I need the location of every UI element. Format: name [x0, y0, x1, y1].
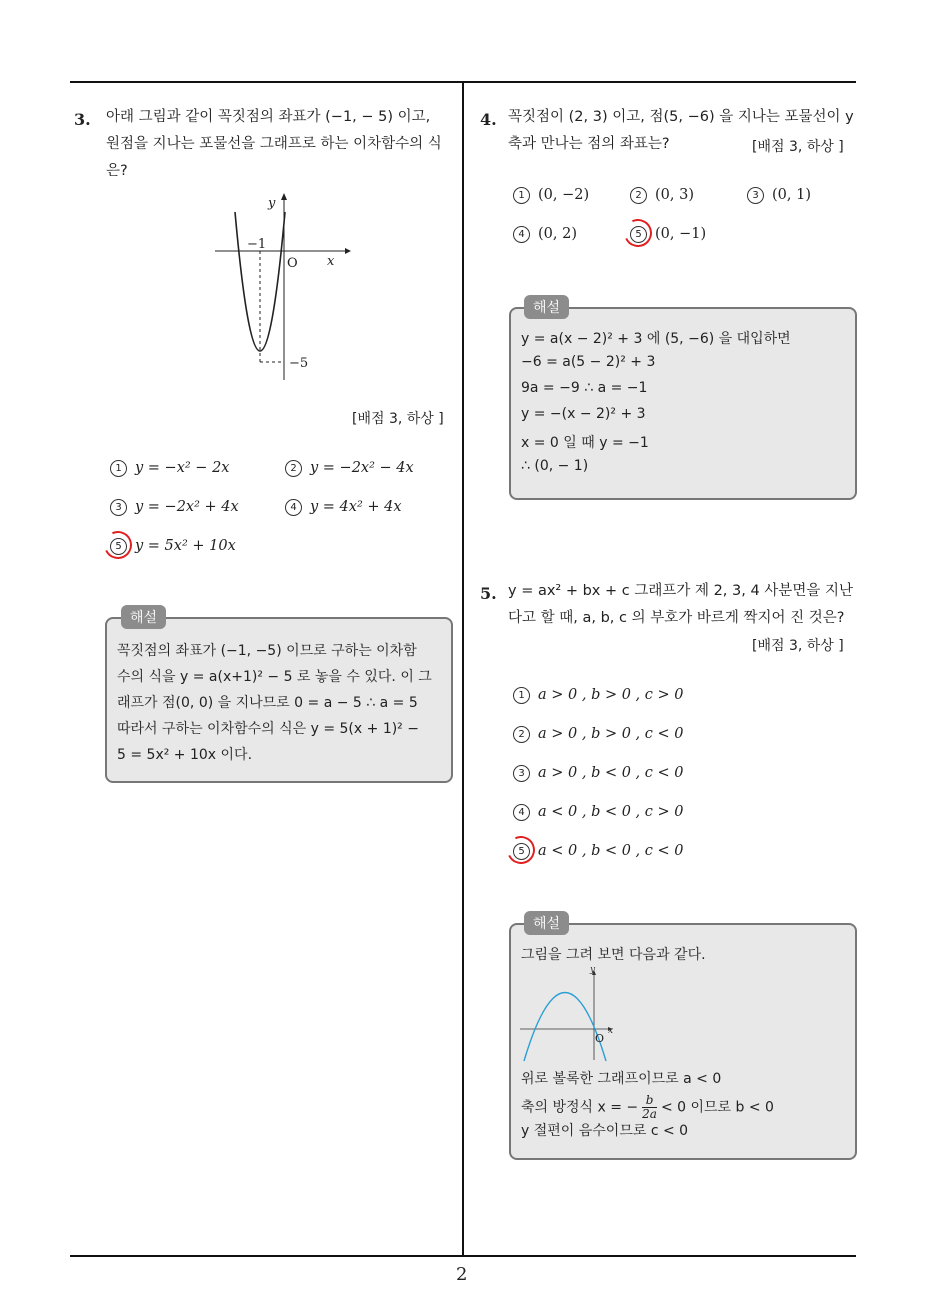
q3-explain-line: 5 = 5x² + 10x 이다.	[117, 747, 253, 763]
q4-text-line: 축과 만나는 점의 좌표는?	[508, 136, 670, 152]
q3-explain-line: 꼭짓점의 좌표가 (−1, −5) 이므로 구하는 이차함	[117, 643, 417, 659]
q3-choice-5[interactable]: 5 y = 5x² + 10x	[110, 538, 236, 555]
q5-choice-2[interactable]: 2 a > 0 , b > 0 , c < 0	[513, 726, 683, 743]
q3-label-y: y	[268, 196, 276, 211]
q5-axis-eq-prefix: 축의 방정식 x = −	[521, 1099, 639, 1116]
q5-answer-mark	[503, 832, 539, 868]
q3-choice-4[interactable]: 4 y = 4x² + 4x	[285, 499, 402, 516]
q3-number: 3.	[74, 110, 91, 129]
q5-choice-4[interactable]: 4 a < 0 , b < 0 , c > 0	[513, 804, 683, 821]
q4-explain-line: y = −(x − 2)² + 3	[521, 406, 646, 422]
q3-answer-mark	[100, 527, 136, 563]
q4-explain-line: y = a(x − 2)² + 3 에 (5, −6) 을 대입하면	[521, 331, 791, 347]
q4-choice-3[interactable]: 3 (0, 1)	[747, 187, 811, 204]
q3-text-line: 은?	[106, 163, 128, 179]
q3-y-arrow	[281, 193, 287, 200]
q3-text-line: 아래 그림과 같이 꼭짓점의 좌표가 (−1, − 5) 이고,	[106, 109, 431, 125]
q5-fraction-num: b	[642, 1094, 657, 1108]
q3-explanation-tag: 해설	[121, 605, 166, 629]
q4-explain-line: −6 = a(5 − 2)² + 3	[521, 354, 656, 370]
q5-label-origin: O	[595, 1032, 605, 1045]
q4-choice-5[interactable]: 5 (0, −1)	[630, 226, 706, 243]
q3-text-line: 원점을 지나는 포물선을 그래프로 하는 이차함수의 식	[106, 136, 442, 152]
q5-explain-line: y 절편이 음수이므로 c < 0	[521, 1123, 689, 1139]
q4-choice-4[interactable]: 4 (0, 2)	[513, 226, 577, 243]
q3-text	[106, 104, 456, 185]
q5-explain-line: 위로 볼록한 그래프이므로 a < 0	[521, 1071, 722, 1087]
q5-fraction	[642, 1094, 657, 1121]
q4-answer-mark	[620, 215, 656, 251]
q4-score: [배점 3, 하상 ]	[752, 139, 844, 155]
q3-choice-1[interactable]: 1 y = −x² − 2x	[110, 460, 229, 477]
q5-fraction-den: 2a	[642, 1107, 657, 1121]
q5-axis-eq-suffix: < 0 이므로 b < 0	[660, 1099, 774, 1116]
q5-explanation-tag: 해설	[524, 911, 569, 935]
q5-choice-5[interactable]: 5 a < 0 , b < 0 , c < 0	[513, 843, 683, 860]
q3-choice-3[interactable]: 3 y = −2x² + 4x	[110, 499, 239, 516]
q4-explanation-tag: 해설	[524, 295, 569, 319]
q5-explain-intro: 그림을 그려 보면 다음과 같다.	[521, 947, 706, 963]
q5-sketch-graph	[516, 964, 621, 1064]
q4-text-line: 꼭짓점이 (2, 3) 이고, 점(5, −6) 을 지나는 포물선이 y	[508, 109, 854, 125]
q3-explain-line: 래프가 점(0, 0) 을 지나므로 0 = a − 5 ∴ a = 5	[117, 695, 418, 711]
q5-number: 5.	[480, 584, 497, 603]
q5-score: [배점 3, 하상 ]	[752, 638, 844, 654]
q3-x-arrow	[345, 248, 351, 254]
q3-parabola-graph	[205, 190, 355, 390]
q4-explain-line: x = 0 일 때 y = −1	[521, 435, 649, 451]
q3-label-neg5: −5	[289, 356, 309, 371]
bottom-rule	[70, 1255, 856, 1257]
q5-label-y: y	[590, 965, 596, 975]
q5-text-line: 다고 할 때, a, b, c 의 부호가 바르게 짝지어 진 것은?	[508, 610, 845, 626]
q3-label-neg1: −1	[247, 237, 267, 252]
page-number: 2	[456, 1264, 468, 1285]
q5-choice-3[interactable]: 3 a > 0 , b < 0 , c < 0	[513, 765, 683, 782]
q3-label-origin: O	[287, 256, 298, 271]
q4-number: 4.	[480, 110, 497, 129]
q5-text	[508, 578, 858, 632]
q4-choice-2[interactable]: 2 (0, 3)	[630, 187, 694, 204]
q3-explain-line: 수의 식을 y = a(x+1)² − 5 로 놓을 수 있다. 이 그	[117, 669, 432, 685]
q5-explain-axis-equation	[521, 1094, 774, 1121]
q3-label-x: x	[327, 254, 335, 269]
q5-choice-1[interactable]: 1 a > 0 , b > 0 , c > 0	[513, 687, 683, 704]
q3-score: [배점 3, 하상 ]	[352, 411, 444, 427]
q3-explain-line: 따라서 구하는 이차함수의 식은 y = 5(x + 1)² −	[117, 721, 419, 737]
column-divider	[462, 83, 464, 1257]
q4-explain-line: ∴ (0, − 1)	[521, 458, 589, 474]
q3-choice-2[interactable]: 2 y = −2x² − 4x	[285, 460, 414, 477]
q4-explain-line: 9a = −9 ∴ a = −1	[521, 380, 648, 396]
q5-label-x: x	[608, 1026, 614, 1036]
q4-choice-1[interactable]: 1 (0, −2)	[513, 187, 589, 204]
q5-text-line: y = ax² + bx + c 그래프가 제 2, 3, 4 사분면을 지난	[508, 583, 853, 599]
